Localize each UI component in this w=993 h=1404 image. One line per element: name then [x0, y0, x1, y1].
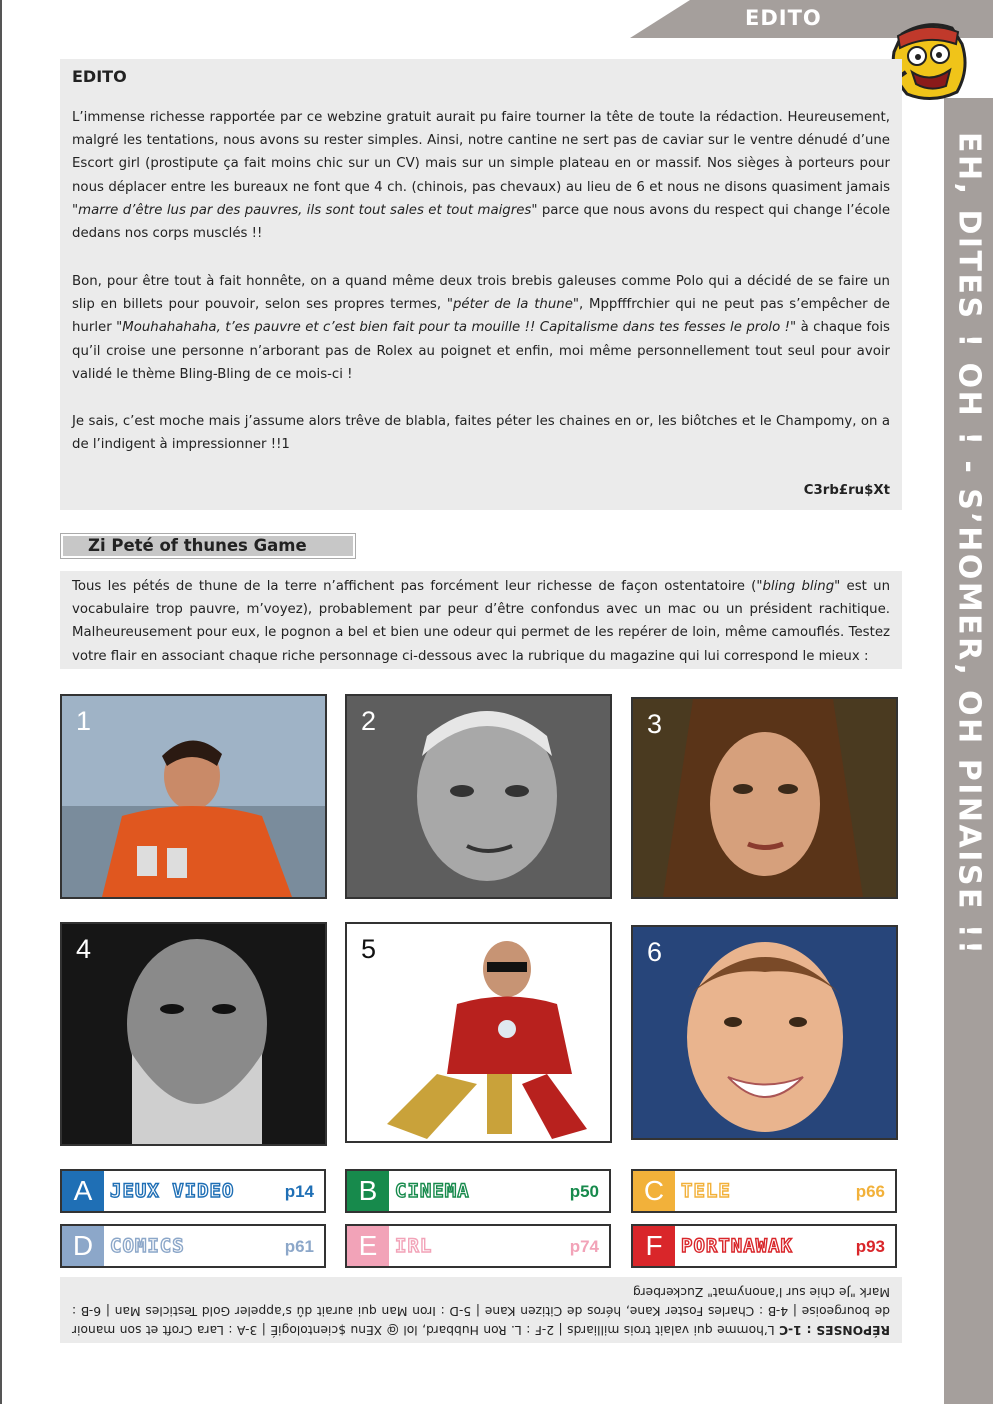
category-name: TELE [681, 1180, 731, 1202]
category-name: COMICS [110, 1235, 185, 1257]
photo-4-image [62, 924, 325, 1144]
category-page: p93 [855, 1237, 885, 1256]
photo-1-image [62, 696, 325, 897]
photo-number: 4 [76, 934, 92, 964]
side-title [944, 98, 993, 1404]
category-letter: A [62, 1171, 104, 1211]
category-name: IRL [395, 1235, 433, 1257]
photo-number: 2 [361, 706, 377, 736]
edito-paragraph-1: L’immense richesse rapportée par ce webzine gratuit aurait pu faire tourner la tête de toute la rédaction. Heureusement, malgré les tentations, nous avons su rester simples. Ainsi, notre cantine ne sert pas de caviar sur le ventre dénudé d’une Escort girl (prostipute ça fait moins chic sur un CV) mais sur un simple plateau en or massif. Nos sièges à porteurs pour nous déplacer entre les bureaux ne font que 4 ch. (chinois, pas chevaux) au lieu de 6 et nous ne disons quasiment jamais "marre d’être lus par des pauvres, ils sont tout sales et tout maigres" parce que nous avons du respect qui change l’école dedans nos corps musclés !! [72, 110, 890, 242]
category-letter: D [62, 1226, 104, 1266]
photo-number: 6 [647, 937, 663, 967]
category-letter: C [633, 1171, 675, 1211]
category-letter: F [633, 1226, 675, 1266]
photo-4 [60, 922, 327, 1146]
answers-box [60, 1277, 902, 1343]
category-page: p14 [284, 1182, 314, 1201]
photo-1 [60, 694, 327, 899]
category-name: PORTNAWAK [681, 1235, 793, 1257]
edito-paragraph-2: Bon, pour être tout à fait honnête, on a quand même deux trois brebis galeuses comme Polo qui a décidé de se faire un slip en billets pour pouvoir, selon ses propres termes, "péter de la thune", Mppfffrchier qui ne peut pas s’empêcher de hurler "Mouhahahaha, t’es pauvre et c’est bien fait pour ta mouille !! Capitalisme dans tes fesses le prolo !" à chaque fois qu’il croise une personne n’arborant pas de Rolex au poignet et enfin, moi même personnellement tout seul pour avoir validé le thème Bling-Bling de ce mois-ci ! [72, 274, 890, 382]
photo-number: 5 [361, 934, 377, 964]
answers-text: RÉPONSES : 1-C L’homme qui valait trois milliards | 2-F : L. Ron Hubbard, lol @ XEnu $cientologiÉ | 3-A : Lara Croft et son manoir de bourgeoise | 4-B : Charles Foster Kane, héros de Citizen Kane | 5-D : Iron Man qui aurait dû s’appeler Gold Testicles Man | 6-B : Mark "Je chie sur l’anonymat" Zuckerberg [71, 1285, 890, 1337]
category-b [345, 1169, 611, 1213]
photo-5-image [347, 924, 610, 1141]
photo-6-image [633, 927, 896, 1138]
game-title-bar [60, 533, 356, 559]
category-name: JEUX VIDEO [110, 1180, 235, 1202]
category-c [631, 1169, 897, 1213]
category-e [345, 1224, 611, 1268]
game-intro-text: Tous les pétés de thune de la terre n’affichent pas forcément leur richesse de façon ostentatoire ("bling bling" est un vocabulaire trop pauvre, m’voyez), probablement par peur d’être confondus avec un mac ou un président rachitique. Malheureusement pour eux, le pognon a bel et bien une odeur qui permet de les repérer de loin, même camouflés. Testez votre flair en associant chaque riche personnage ci-dessous avec la rubrique du magazine qui lui correspond le mieux : [72, 579, 891, 664]
photo-number: 3 [647, 709, 663, 739]
game-intro-box [60, 571, 902, 669]
category-letter: E [347, 1226, 389, 1266]
photo-3-image [633, 699, 896, 897]
edito-title: EDITO [72, 67, 127, 86]
category-letter: B [347, 1171, 389, 1211]
category-a [60, 1169, 326, 1213]
category-f [631, 1224, 897, 1268]
photo-2 [345, 694, 612, 899]
category-page: p50 [569, 1182, 599, 1201]
category-d [60, 1224, 326, 1268]
banner-label: EDITO [745, 6, 822, 30]
side-title-text: EH, DITES ! OH ! - S’HOMER, OH PINAISE !! [951, 132, 986, 957]
signature: C3rb£ru$Xt [803, 483, 890, 498]
edito-paragraph-3: Je sais, c’est moche mais j’assume alors trêve de blabla, faites péter les chaines en or, les biôtches et le Champomy, on a de l’indigent à impressionner !!1 [72, 414, 890, 453]
photo-6 [631, 925, 898, 1140]
category-page: p61 [284, 1237, 314, 1256]
category-page: p66 [855, 1182, 885, 1201]
photo-3 [631, 697, 898, 899]
photo-2-image [347, 696, 610, 897]
category-page: p74 [569, 1237, 599, 1256]
edito-box [60, 59, 902, 510]
photo-5 [345, 922, 612, 1143]
game-title: Zi Peté of thunes Game [88, 536, 307, 555]
page-left-border [0, 0, 2, 1404]
photo-number: 1 [76, 706, 92, 736]
category-name: CINEMA [395, 1180, 470, 1202]
